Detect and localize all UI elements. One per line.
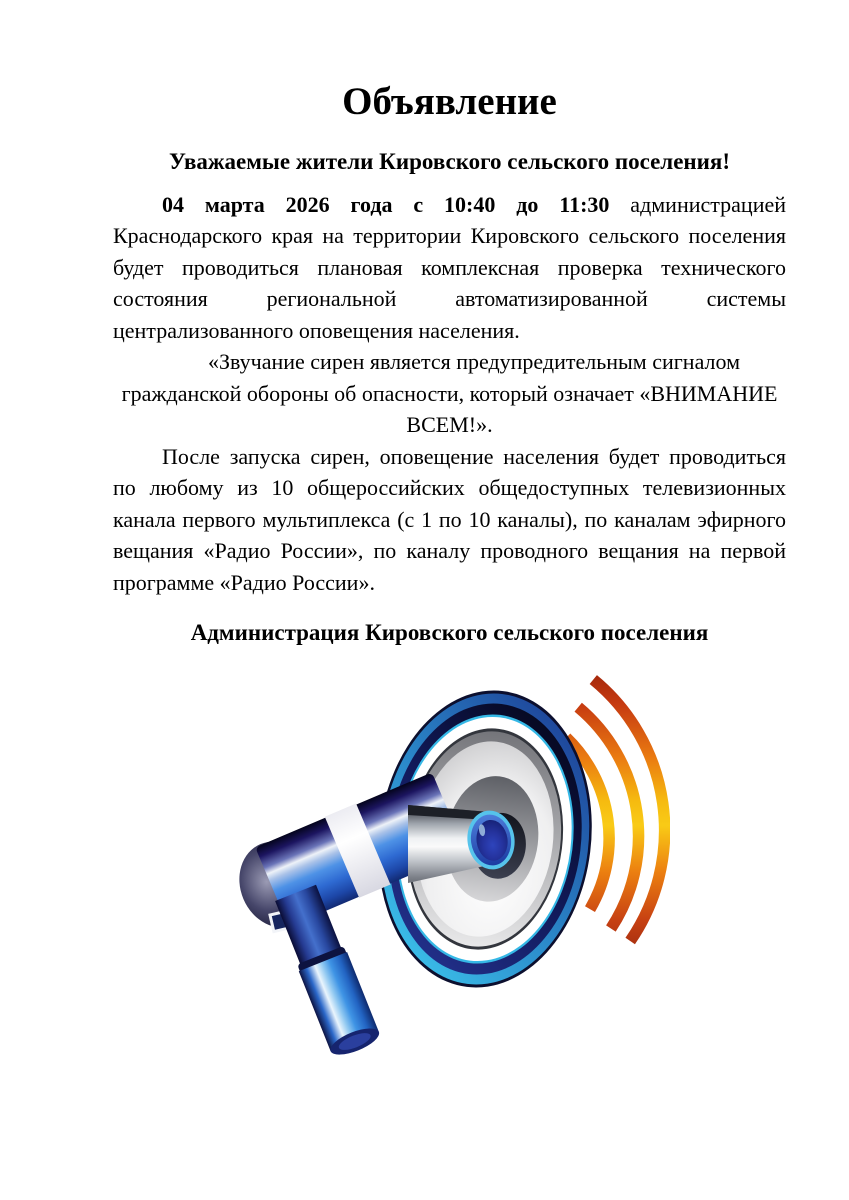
paragraph-signal: «Звучание сирен является предупредительным сигналом гражданской обороны об опасности, который означает «ВНИМАНИЕ ВСЕМ!».: [121, 349, 778, 438]
signature-line: Администрация Кировского сельского поселения: [190, 620, 709, 646]
paragraph-schedule: [113, 189, 786, 347]
greeting-line: Уважаемые жители Кировского сельского поселения!: [168, 148, 731, 174]
paragraph-broadcast: После запуска сирен, оповещение населения будет проводиться по любому из 10 общероссийских общедоступных телевизионных канала первого мультиплекса (с 1 по 10 каналы), по каналам эфирного вещания «Радио России», по каналу проводного вещания на первой программе «Радио России».: [113, 443, 786, 595]
date-time-bold: 04 марта 2026 года с 10:40 до 11:30: [162, 191, 610, 217]
paragraph-schedule-text: администрацией Краснодарского края на территории Кировского сельского поселения будет проводиться плановая комплексная проверка технического состояния региональной автоматизированной системы централизованного оповещения населения.: [113, 191, 786, 343]
page-title: Объявление: [342, 80, 557, 123]
megaphone-illustration: [225, 664, 670, 1064]
